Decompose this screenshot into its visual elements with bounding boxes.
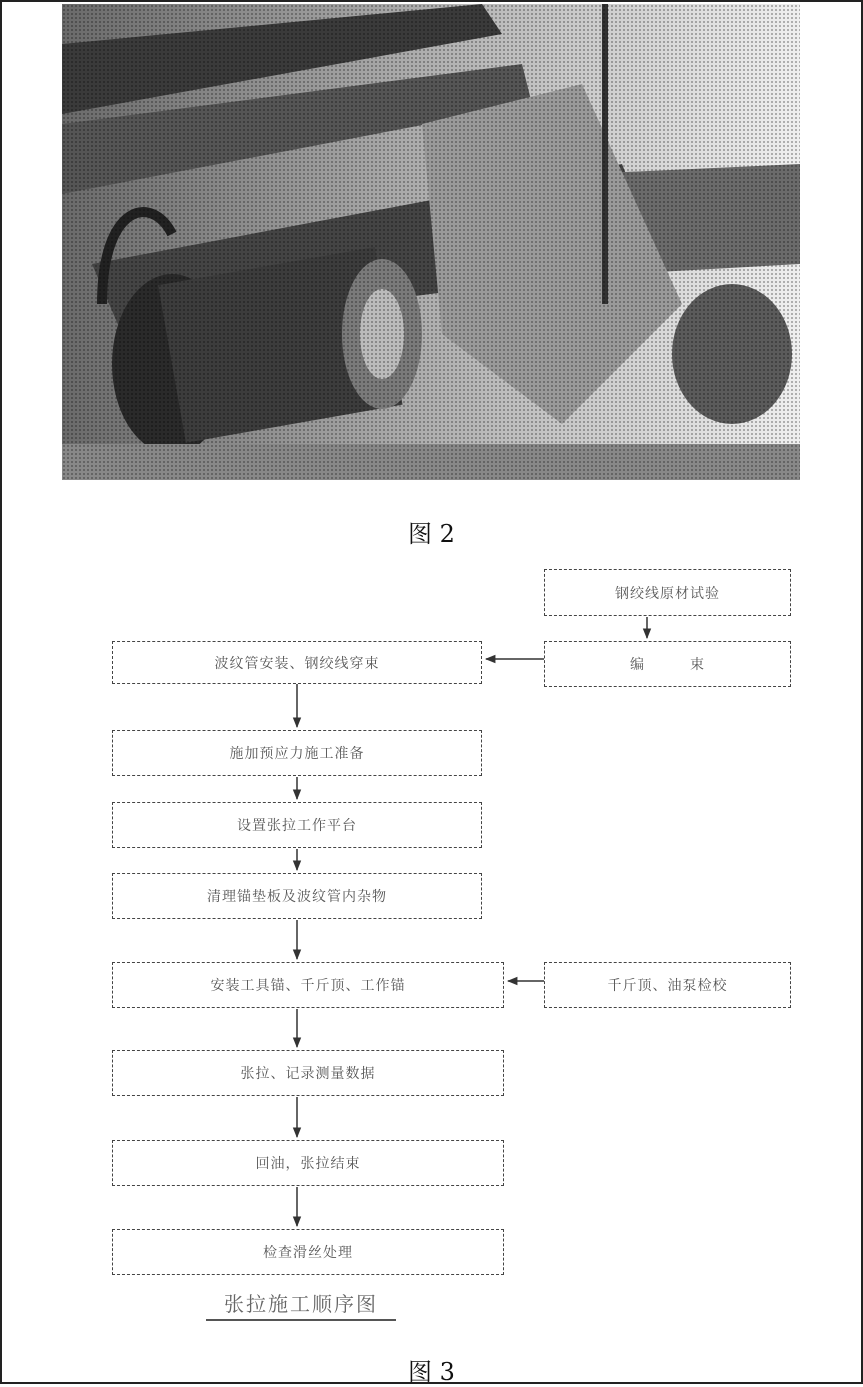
side-strand-test: 钢绞线原材试验 (544, 569, 791, 616)
step-clean: 清理锚垫板及波纹管内杂物 (112, 873, 482, 919)
figure3-caption: 图 3 (408, 1358, 455, 1386)
step-inspect: 检查滑丝处理 (112, 1229, 504, 1275)
side-jack-calibration: 千斤顶、油泵检校 (544, 962, 791, 1008)
flowchart-title: 张拉施工顺序图 (206, 1288, 396, 1321)
step-install-tools: 安装工具锚、千斤顶、工作锚 (112, 962, 504, 1008)
step-platform: 设置张拉工作平台 (112, 802, 482, 848)
step-return: 回油，张拉结束 (112, 1140, 504, 1186)
side-bundle: 编 束 (544, 641, 791, 687)
figure2-caption: 图 2 (408, 520, 455, 548)
step-duct-install: 波纹管安装、钢绞线穿束 (112, 641, 482, 684)
step-tension: 张拉、记录测量数据 (112, 1050, 504, 1096)
step-prep: 施加预应力施工准备 (112, 730, 482, 776)
